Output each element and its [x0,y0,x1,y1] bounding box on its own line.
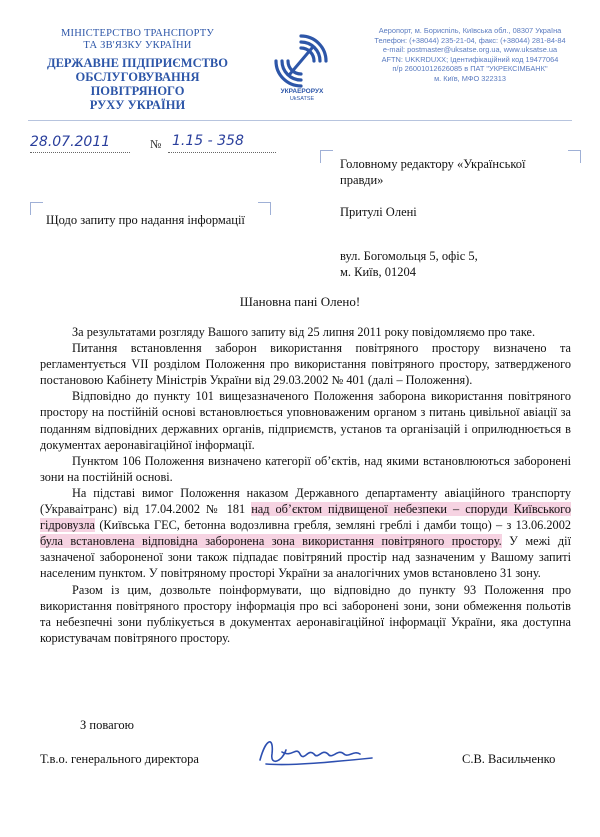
corner-mark [30,202,43,215]
number-underline [168,152,276,153]
letterhead-divider [28,120,572,121]
corner-mark [258,202,271,215]
date-underline [30,152,130,153]
company-name: ДЕРЖАВНЕ ПІДПРИЄМСТВО ОБСЛУГОВУВАННЯ ПОВІТРЯНОГО РУХУ УКРАЇНИ [46,56,228,112]
addressee-address: вул. Богомольця 5, офіс 5, м. Київ, 01204 [340,249,478,279]
greeting: Шановна пані Олено! [239,294,361,309]
corner-mark [568,150,581,163]
paragraph-3: Відповідно до пункту 101 вищезазначеного Положення заборона використання повітряного простору на постійній основі встановлюється уповноваженим органом з питань цивільної авіації за поданням відповідних державних органів, підприємств, установ та організацій і оприлюднюється в документах аеронавігаційної інформації. [40,389,571,452]
addressee-position: Головному редактору «Української правди» [340,157,526,187]
letter-body [40,324,571,646]
letterhead-contacts: Аеропорт, м. Бориспіль, Київська обл., 08307 Україна Телефон: (+38044) 235-21-04, факс: (+38044) 281-84-84 e-mail: postmaster@uksatse.org.ua, www.uksatse.ua AFTN: UKKRDUXX; Ідентифікаційний код 19477064 п/р 26001012626085 в ПАТ "УКРЕКСІМБАНК" м. Київ, МФО 322313 [374,26,566,83]
ministry-name: МІНІСТЕРСТВО ТРАНСПОРТУ ТА ЗВ'ЯЗКУ УКРАЇНИ [61,28,214,51]
paragraph-4: Пунктом 106 Положення визначено категорії об’єктів, над якими встановлюються заборонені зони на постійній основі. [40,453,571,484]
highlight-object: над об’єктом підвищеної небезпеки – споруди Київського гідровузла [40,502,572,533]
letterhead-left [30,28,245,112]
logo-caption: УКРАЕРОРУХ UkSATSE [280,88,324,102]
signature-icon [252,732,382,772]
letter-subject: Щодо запиту про надання інформації [46,213,245,227]
addressee-name: Притулі Олені [340,205,417,219]
uksatse-logo-icon [270,30,332,92]
signer-name: С.В. Васильченко [462,752,556,766]
registration-number-label: № [150,137,162,151]
paragraph-1: За результатами розгляду Вашого запиту від 25 липня 2011 року повідомляємо про таке. [72,325,536,339]
paragraph-5: На підставі вимог Положення наказом Державного департаменту авіаційного транспорту (Украваітранс) від 17.04.2002 № 181 над об’єктом підвищеної небезпеки – споруди Київського гідровузла (Київська ГЕС, бетонна водозливна гребля, земляні греблі і дамби тощо) – з 13.06.2002 була встановлена відповідна заборонена зона використання повітряного простору. У межі дії зазначеної забороненої зони також підпадає повітряний простір над зазначеним у Вашому запиті населеним пунктом. У повітряному просторі України за аналогічних умов встановлено 31 зону. [40,485,572,581]
registration-date: 28.07.2011 [30,134,111,150]
signer-title: Т.в.о. генерального директора [40,752,199,766]
regards: З повагою [80,718,135,732]
paragraph-6: Разом із цим, дозвольте поінформувати, що відповідно до пункту 93 Положення про використання повітряного простору інформація про всі заборонені зони, зони обмеження польотів та небезпечні зони публікується в документах аеронавігаційної інформації України, яка доступна користувачам повітряного простору. [40,582,571,645]
registration-number: 1.15 - 358 [172,133,244,149]
paragraph-2: Питання встановлення заборон використання повітряного простору визначено та регламентується VII розділом Положення про використання повітряного простору, затвердженого постановою Кабінету Міністрів України від 29.03.2002 № 401 (далі – Положення). [40,341,571,388]
highlight-zone: була встановлена відповідна заборонена зона використання повітряного простору. [40,534,502,549]
corner-mark [320,150,333,163]
